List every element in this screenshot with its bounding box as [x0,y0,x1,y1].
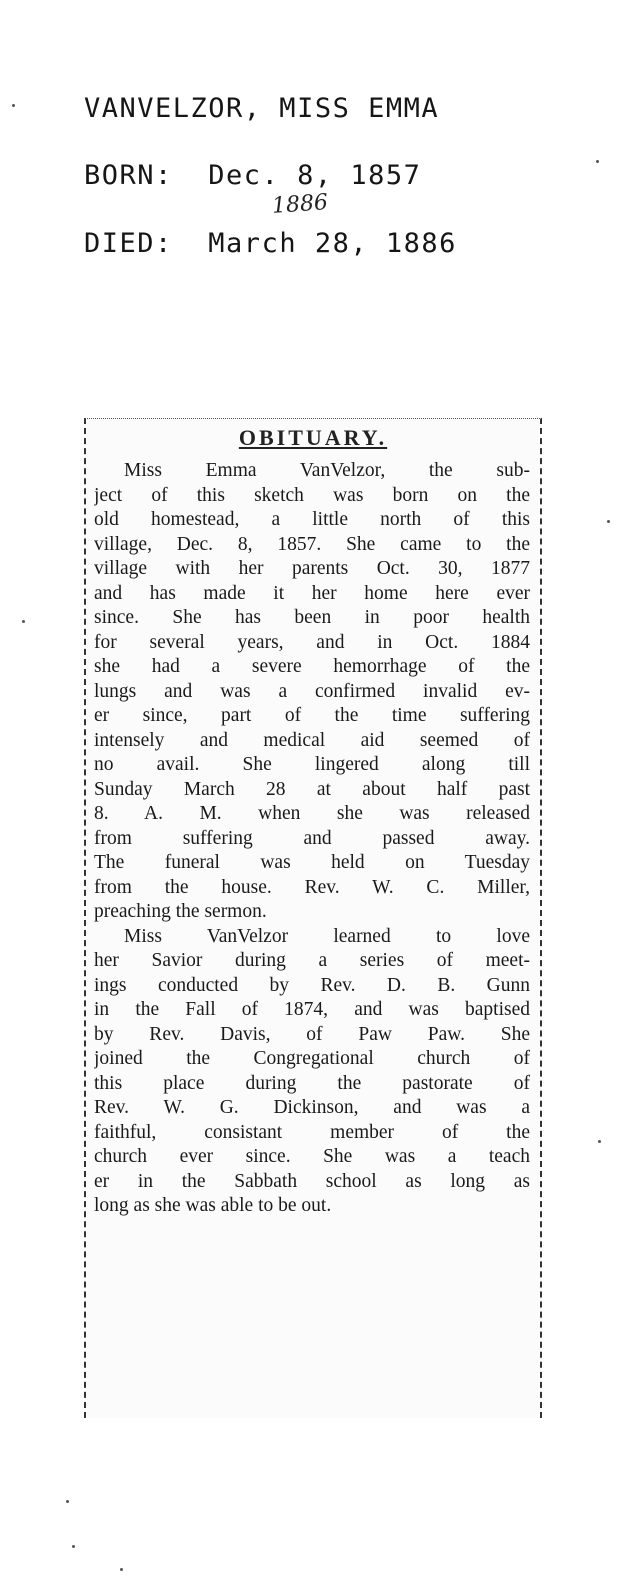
clipping-line: ject of this sketch was born on the [94,484,530,506]
newspaper-clipping [84,418,542,1418]
clipping-line: faithful, consistant member of the [94,1121,530,1143]
clipping-line: old homestead, a little north of this [94,509,530,530]
clipping-line: her Savior during a series of meet- [94,950,530,971]
clipping-body [86,459,540,1219]
clipping-line: she had a severe hemorrhage of the [94,656,530,677]
clipping-line: The funeral was held on Tuesday [94,852,530,873]
clipping-line: 8. A. M. when she was released [94,803,530,824]
clipping-line: Miss Emma VanVelzor, the sub- [124,460,530,481]
born-line [84,160,421,191]
obituary-name: VANVELZOR, MISS EMMA [84,93,440,124]
clipping-line: church ever since. She was a teach [94,1146,530,1167]
clipping-line: for several years, and in Oct. 1884 [94,631,530,653]
died-label: DIED: [84,228,173,259]
clipping-line: Rev. W. G. Dickinson, and was a [94,1097,530,1118]
clipping-line: er since, part of the time suffering [94,705,530,726]
clipping-line: from the house. Rev. W. C. Miller, [94,876,530,898]
clipping-line: ings conducted by Rev. D. B. Gunn [94,974,530,996]
died-line [84,228,457,259]
clipping-line: long as she was able to be out. [94,1195,332,1216]
clipping-line: Miss VanVelzor learned to love [124,925,530,947]
born-date: Dec. 8, 1857 [208,160,422,191]
clipping-heading: OBITUARY. [238,425,388,450]
clipping-line: lungs and was a confirmed invalid ev- [94,680,530,702]
clipping-line: preaching the sermon. [94,901,267,922]
clipping-line: and has made it her home here ever [94,582,530,604]
clipping-line: village with her parents Oct. 30, 1877 [94,558,530,579]
clipping-line: Sunday March 28 at about half past [94,778,530,800]
clipping-line: from suffering and passed away. [94,827,530,849]
clipping-line: this place during the pastorate of [94,1072,530,1094]
clipping-line: in the Fall of 1874, and was baptised [94,999,530,1020]
died-date: March 28, 1886 [208,228,457,259]
clipping-line: no avail. She lingered along till [94,754,530,775]
born-label: BORN: [84,160,173,191]
clipping-line: since. She has been in poor health [94,607,530,628]
clipping-line: intensely and medical aid seemed of [94,729,530,751]
clipping-line: village, Dec. 8, 1857. She came to the [94,533,530,555]
clipping-line: by Rev. Davis, of Paw Paw. She [94,1023,530,1045]
handwritten-year-note: 1886 [271,190,329,219]
clipping-line: joined the Congregational church of [94,1048,530,1069]
clipping-line: er in the Sabbath school as long as [94,1170,530,1192]
